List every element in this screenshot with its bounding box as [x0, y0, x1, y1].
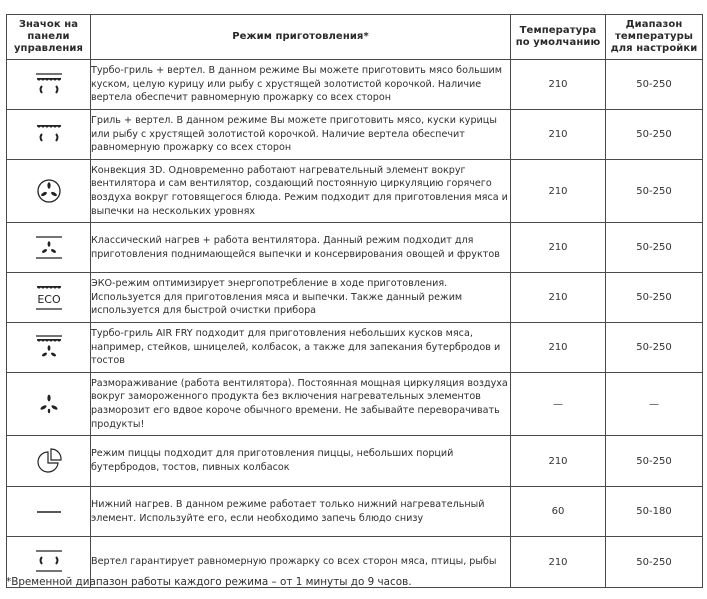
icon-cell	[7, 60, 91, 110]
table-row	[7, 323, 703, 373]
icon-cell	[7, 323, 91, 373]
grill-rotisserie-icon	[29, 120, 69, 150]
turbo-grill-air-fry-icon	[29, 333, 69, 363]
pizza-mode-icon	[34, 446, 64, 476]
default-temp: 210	[511, 537, 606, 588]
table-header-row	[7, 15, 703, 60]
temp-range: 50-250	[606, 273, 703, 323]
header-temp-range: Диапазон температуры для настройки	[606, 15, 703, 60]
icon-cell	[7, 110, 91, 160]
header-icon: Значок на панели управления	[7, 15, 91, 60]
icon-cell	[7, 273, 91, 323]
convection-3d-icon	[34, 176, 64, 206]
table-row	[7, 223, 703, 273]
footnote: *Временной диапазон работы каждого режима – от 1 минуты до 9 часов.	[6, 576, 412, 588]
cooking-modes-table	[6, 14, 703, 588]
table-row	[7, 273, 703, 323]
svg-text:ECO: ECO	[36, 292, 61, 306]
mode-description: Турбо-гриль + вертел. В данном режиме Вы можете приготовить мясо большим куском, целую курицу или рыбу с хрустящей золотистой корочкой. Наличие вертела обеспечит равномерную прожарку со всех сторон	[91, 60, 511, 110]
icon-cell	[7, 160, 91, 223]
mode-description: Конвекция 3D. Одновременно работают нагревательный элемент вокруг вентилятора и сам вентилятор, создающий постоянную циркуляцию горячего воздуха вокруг готовящегося блюда. Режим подходит для приготовления мяса и выпечки на нескольких уровнях	[91, 160, 511, 223]
default-temp: 210	[511, 160, 606, 223]
eco-mode-icon	[29, 282, 69, 314]
temp-range: 50-250	[606, 60, 703, 110]
temp-range: 50-250	[606, 323, 703, 373]
temp-range: 50-250	[606, 436, 703, 487]
header-default-temp: Температура по умолчанию	[511, 15, 606, 60]
icon-cell	[7, 436, 91, 487]
table-row	[7, 373, 703, 436]
default-temp: 210	[511, 223, 606, 273]
table-row	[7, 160, 703, 223]
mode-description: Классический нагрев + работа вентилятора. Данный режим подходит для приготовления поднимающейся выпечки и консервирования овощей и фруктов	[91, 223, 511, 273]
temp-range: —	[606, 373, 703, 436]
default-temp: 210	[511, 273, 606, 323]
default-temp: 210	[511, 60, 606, 110]
default-temp: 60	[511, 487, 606, 537]
rotisserie-icon	[29, 547, 69, 577]
icon-cell	[7, 487, 91, 537]
default-temp: 210	[511, 436, 606, 487]
mode-description: Размораживание (работа вентилятора). Постоянная мощная циркуляция воздуха вокруг замороженного продукта без включения нагревательных элементов разморозит его вдвое короче обычного времени. Не забывайте переворачивать продукты!	[91, 373, 511, 436]
default-temp: 210	[511, 110, 606, 160]
mode-description: Вертел гарантирует равномерную прожарку со всех сторон мяса, птицы, рыбы	[91, 537, 511, 588]
mode-description: Нижний нагрев. В данном режиме работает только нижний нагревательный элемент. Используйте его, если необходимо запечь блюдо снизу	[91, 487, 511, 537]
temp-range: 50-250	[606, 537, 703, 588]
cooking-modes-table-container	[6, 14, 702, 588]
table-row	[7, 436, 703, 487]
temp-range: 50-250	[606, 110, 703, 160]
header-mode: Режим приготовления*	[91, 15, 511, 60]
mode-description: Турбо-гриль AIR FRY подходит для приготовления небольших кусков мяса, например, стейков, шницелей, колбасок, а также для запекания бутербродов и тостов	[91, 323, 511, 373]
mode-description: ЭКО-режим оптимизирует энергопотребление в ходе приготовления. Используется для приготовления мяса и выпечки. Также данный режим используется для быстрой очистки прибора	[91, 273, 511, 323]
defrost-fan-icon	[34, 389, 64, 419]
icon-cell	[7, 373, 91, 436]
conventional-fan-icon	[29, 233, 69, 263]
temp-range: 50-180	[606, 487, 703, 537]
table-row	[7, 60, 703, 110]
default-temp: —	[511, 373, 606, 436]
table-row	[7, 110, 703, 160]
temp-range: 50-250	[606, 223, 703, 273]
turbo-grill-rotisserie-icon	[29, 70, 69, 100]
default-temp: 210	[511, 323, 606, 373]
bottom-heat-icon	[29, 502, 69, 522]
mode-description: Режим пиццы подходит для приготовления пиццы, небольших порций бутербродов, тостов, пивных колбасок	[91, 436, 511, 487]
temp-range: 50-250	[606, 160, 703, 223]
table-row	[7, 487, 703, 537]
icon-cell	[7, 223, 91, 273]
mode-description: Гриль + вертел. В данном режиме Вы можете приготовить мясо, куски курицы или рыбу с хрустящей золотистой корочкой. Наличие вертела обеспечит равномерную прожарку со всех сторон	[91, 110, 511, 160]
